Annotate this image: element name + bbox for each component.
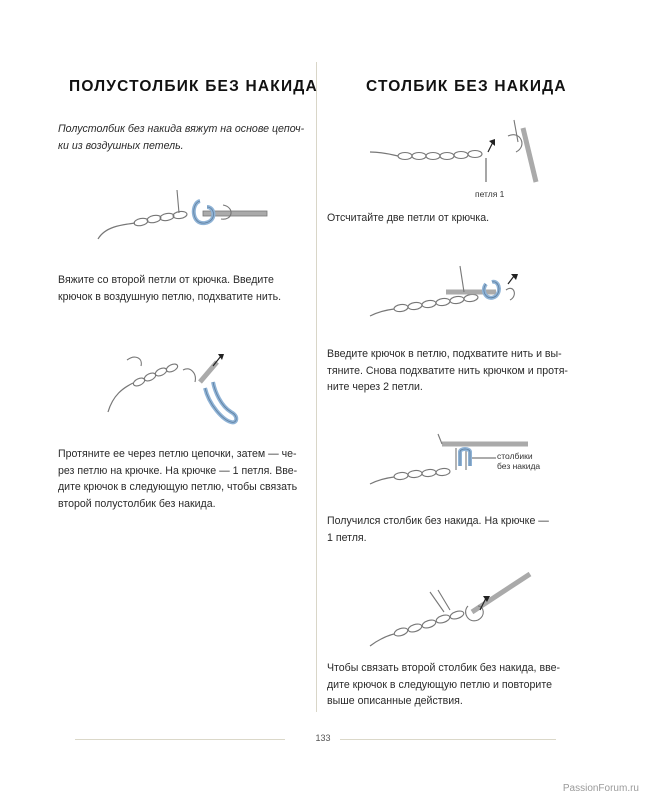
left-intro-text: Полустолбик без накида вяжут на основе цепоч- ки из воздушных петель. [58,123,305,152]
left-step2-text: Протяните ее через петлю цепочки, затем — че- рез петлю на крючке. На крючке — 1 петля. Вве- дите крючок в следующую петлю, чтобы связать второй полустолбик без накида. [58,448,298,510]
right-section-title: СТОЛБИК БЕЗ НАКИДА [366,78,567,95]
illustration-pull-through [105,350,265,435]
illustration-yarn-over [368,262,538,322]
left-step1-text: Вяжите со второй петли от крючка. Введите крючок в воздушную петлю, подхватите нить. [58,274,282,303]
illustration-hook-insert [95,185,275,250]
right-step2-text: Введите крючок в петлю, подхватите нить и вы- тяните. Снова подхватите нить крючком и протя- ните через 2 петли. [327,348,568,394]
right-step3-text: Получился столбик без накида. На крючке — 1 петля. [327,515,549,544]
watermark: PassionForum.ru [562,783,639,794]
illustration-count-loops [368,118,548,188]
loop-1-label: петля 1 [475,189,505,199]
left-section-title: ПОЛУСТОЛБИК БЕЗ НАКИДА [69,78,318,95]
footer-rule-right [340,739,556,740]
footer-rule-left [75,739,285,740]
right-step1-text: Отсчитайте две петли от крючка. [327,212,490,224]
illustration-next-stitch [368,572,548,652]
column-divider [316,62,317,712]
stitches-label: столбики без накида [497,451,541,471]
page-number: 133 [315,733,331,743]
right-step4-text: Чтобы связать второй столбик без накида, вве- дите крючок в следующую петлю и повторите выше описанные действия. [327,662,560,708]
